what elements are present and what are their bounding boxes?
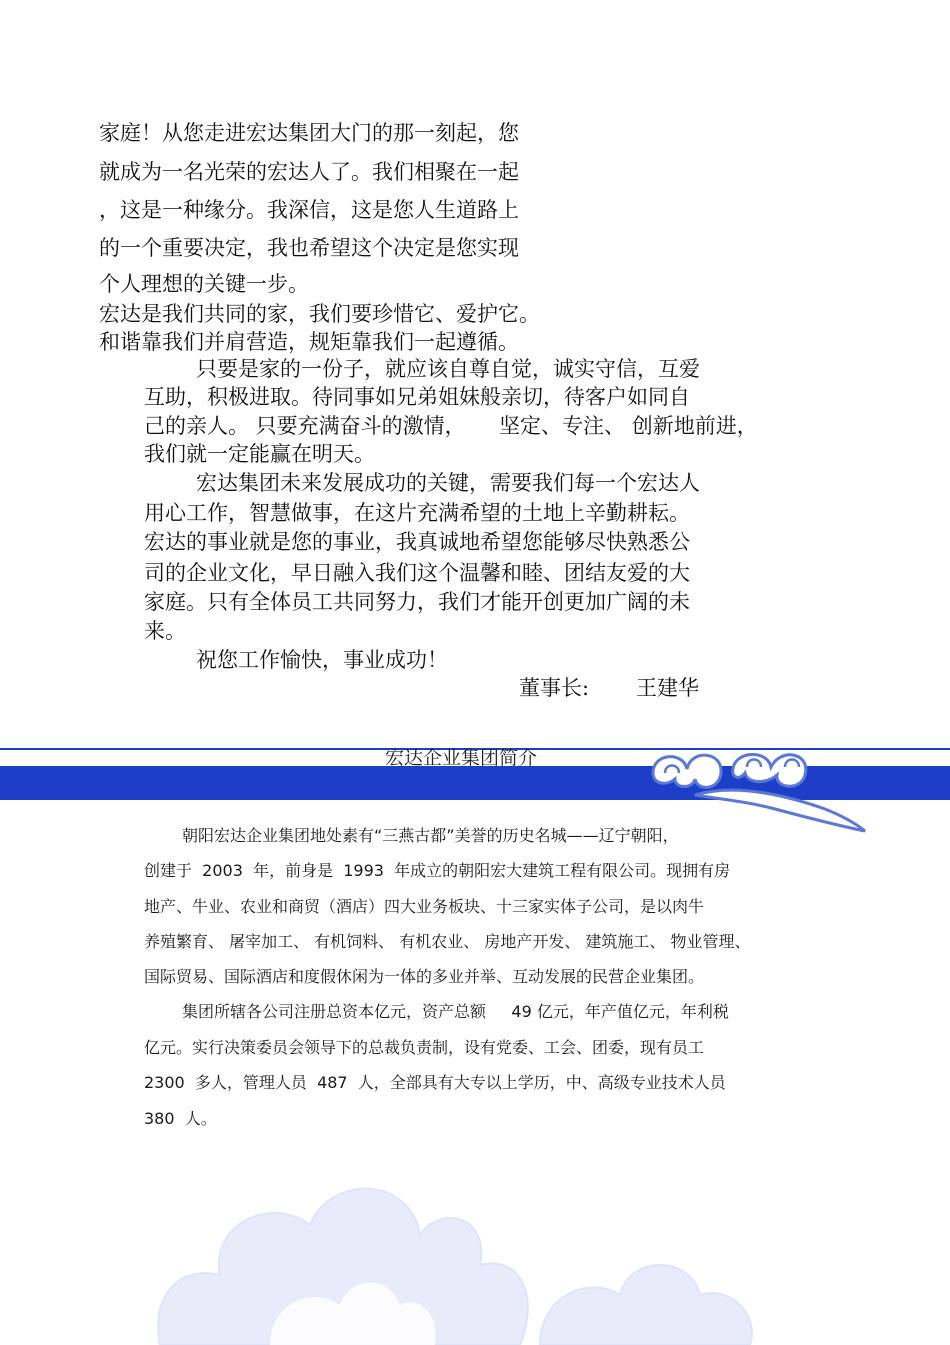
letter-line-13: 用心工作，智慧做事，在这片充满希望的土地上辛勤耕耘。 — [144, 501, 690, 525]
letter-line-4: 的一个重要决定，我也希望这个决定是您实现 — [99, 236, 519, 260]
watermark-cloud-icon — [120, 1145, 820, 1345]
intro-line-7: 亿元。实行决策委员会领导下的总裁负责制，设有党委、工会、团委，现有员工 — [144, 1038, 705, 1057]
letter-line-8: 只要是家的一份子，就应该自尊自觉，诚实守信，互爱 — [196, 357, 700, 381]
intro-line-9: 380 人。 — [144, 1109, 217, 1128]
letter-line-10: 己的亲人。 只要充满奋斗的激情， 坚定、专注、 创新地前进， — [144, 414, 758, 438]
intro-line-2: 创建于 2003 年，前身是 1993 年成立的朝阳宏大建筑工程有限公司。现拥有房 — [144, 861, 731, 880]
letter-line-1: 家庭！从您走进宏达集团大门的那一刻起，您 — [99, 121, 519, 145]
letter-line-12: 宏达集团未来发展成功的关键，需要我们每一个宏达人 — [196, 471, 700, 495]
intro-line-8: 2300 多人，管理人员 487 人，全部具有大专以上学历，中、高级专业技术人员 — [144, 1073, 726, 1092]
letter-line-9: 互助，积极进取。待同事如兄弟姐妹般亲切，待客户如同自 — [144, 385, 690, 409]
intro-line-3: 地产、牛业、农业和商贸（酒店）四大业务板块、十三家实体子公司，是以肉牛 — [144, 897, 705, 916]
letter-line-15: 司的企业文化，早日融入我们这个温馨和睦、团结友爱的大 — [144, 561, 690, 585]
letter-line-14: 宏达的事业就是您的事业，我真诚地希望您能够尽快熟悉公 — [144, 530, 690, 554]
signature-name: 王建华 — [636, 676, 699, 700]
letter-line-16: 家庭。只有全体员工共同努力，我们才能开创更加广阔的未 — [144, 590, 690, 614]
letter-line-17: 来。 — [144, 619, 186, 643]
letter-line-3: ，这是一种缘分。我深信，这是您人生道路上 — [99, 198, 519, 222]
letter-line-2: 就成为一名光荣的宏达人了。我们相聚在一起 — [99, 160, 519, 184]
section-title: 宏达企业集团简介 — [385, 747, 538, 769]
letter-line-5: 个人理想的关键一步。 — [99, 272, 309, 296]
letter-line-18: 祝您工作愉快，事业成功！ — [196, 648, 448, 672]
intro-line-4: 养殖繁育、 屠宰加工、 有机饲料、 有机农业、 房地产开发、 建筑施工、 物业管理、 — [144, 932, 751, 951]
intro-line-5: 国际贸易、国际酒店和度假休闲为一体的多业并举、互动发展的民营企业集团。 — [144, 967, 705, 986]
signature-title: 董事长: — [519, 676, 590, 700]
intro-line-1: 朝阳宏达企业集团地处素有“三燕古都”美誉的历史名城——辽宁朝阳， — [182, 826, 679, 845]
letter-line-6: 宏达是我们共同的家，我们要珍惜它、爱护它。 — [99, 302, 540, 326]
letter-line-11: 我们就一定能赢在明天。 — [144, 442, 375, 466]
letter-line-7: 和谐靠我们并肩营造，规矩靠我们一起遵循。 — [99, 330, 519, 354]
intro-line-6: 集团所辖各公司注册总资本亿元，资产总额 49 亿元，年产值亿元，年利税 — [182, 1002, 729, 1021]
